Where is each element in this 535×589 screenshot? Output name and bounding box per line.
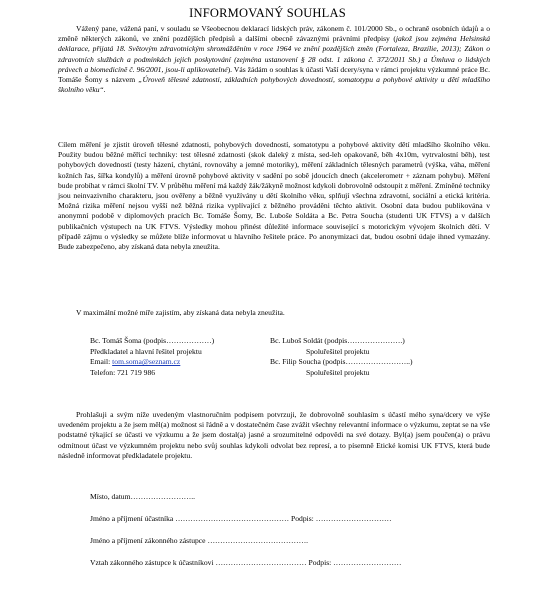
- method-text: Cílem měření je zjistit úroveň tělesné zdatnosti, pohybových dovedností, somatotypu a pohybové aktivity dětí mladšího školního věku. Použity budou běžné měřicí techniky: test tělesné zdatnosti (skok daleký z místa, sed-leh opakovaně, běh 4x10m, vytrvalostní běh), test pohybových dovedností (testy házení, chytání, rovnováhy a jemné motoriky), měření základních tělesných parametrů (výška, váha, měření kožních řas, šířka kondylů) a měření úrovně pohybové aktivity v sadění po sobě jdoucích dnech (akcelerometr + záznam pohybu). Měření bude probíhat v rámci školní TV. V průběhu měření má každý žák/žákyně možnost kdykoli dobrovolně odstoupit z měření. Zmíněné techniky jsou neinvazivního charakteru, jsou ověřeny a běžně využívány u dětí školního věku, splňují všechna zdravotní, sociální a etická kritéria. Možná rizika měření nejsou vyšší než běžná rizika vyplívající z běžného prováděni těchto aktivit. Osobní data budou publikována v anonymní podobě v diplomových pracích Bc. Tomáše Šomy, Bc. Luboše Soldáta a Bc. Petra Soucha (studenti UK FTVS) a v dalších publikačních výstupech na UK FTVS. Výsledky mohou přinést důležité informace související s motorickým vývojem školních dětí. V případě zájmu o výsledky se můžete blíže informovat u hlavního řešitele práce. Po anonymizaci dat, budou osobní údaje ihned vymazány. Bude zabezpečeno, aby získaná data nebyla zneužita.: [58, 140, 490, 252]
- guardian-name-field[interactable]: Jméno a příjmení zákonného zástupce ………………………………….: [90, 536, 309, 545]
- participant-name-signature-field[interactable]: Jméno a příjmení účastníka ……………………………………… Podpis: …………………………: [90, 514, 392, 523]
- project-title: „Úroveň tělesné zdatnosti, základních pohybových dovedností, somatotypu a pohybové aktivity u dětí mladšího školního věku“.: [58, 75, 490, 95]
- intro-legal-references: jakož jsou zejména Helsinská deklarace, přijatá 18. Světovým zdravotnickým shromážděním v roce 1964 ve znění pozdějších změn (Fortaleza, Brazílie, 2013); Zákon o zdravotních službách a podmínkách jejich poskytování (zejména ustanovení § 28 odst. 1 zákona č. 372/2011 Sb.) a Úmluva o lidských právech a biomedicíně č. 96/2001, jsou-li aplikovatelné: [58, 34, 490, 74]
- main-investigator-column: [90, 336, 290, 378]
- intro-text-2: ). Vás žádám o souhlas k účasti Vaší dcery/syna v rámci projektu výzkumné práce Bc. Tomáše Šomy s názvem: [58, 64, 490, 85]
- document-title: INFORMOVANÝ SOUHLAS: [189, 6, 346, 20]
- co-investigators-column: [270, 336, 470, 378]
- data-protection-statement: V maximální možné míře zajistím, aby získaná data nebyla zneužita.: [76, 308, 285, 317]
- co-investigator-2-name: Bc. Filip Soucha (podpis……………………..): [270, 357, 413, 366]
- co-investigator-1-name: Bc. Luboš Soldát (podpis………………….): [270, 336, 405, 345]
- email-label: Email:: [90, 357, 113, 366]
- intro-paragraph: [58, 24, 490, 95]
- co-investigator-2-role: Spoluřešitel projektu: [306, 367, 370, 377]
- place-date-field[interactable]: Místo, datum……………………..: [90, 492, 196, 501]
- consent-declaration: Prohlašuji a svým níže uvedeným vlastnoručním podpisem potvrzuji, že dobrovolně souhlasím s účastí mého syna/dcery ve výše uvedeném projektu a že jsem měl(a) možnost si řádně a v dostatečném čase zvážit všechny relevantní informace o výzkumu, zeptat se na vše podstatné týkající se účasti ve výzkumu a že jsem dostal(a) jasné a srozumitelné odpovědi na své dotazy. Byl(a) jsem poučen(a) o právu odmítnout účast ve výzkumném projektu nebo svůj souhlas kdykoli odvolat bez represí, a to písemně Etické komisi UK FTVS, která bude následně informovat předkladatele projektu.: [58, 410, 490, 460]
- email-line: [90, 357, 290, 368]
- intro-text-1: Vážený pane, vážená paní, v souladu se Všeobecnou deklarací lidských práv, zákonem č. 101/2000 Sb., o ochraně osobních údajů a o změně některých zákonů, ve znění pozdějších předpisů a dalšími obecně závaznými právními předpisy (: [58, 24, 490, 44]
- phone-line: Telefon: 721 719 986: [90, 367, 156, 377]
- guardian-relation-signature-field[interactable]: Vztah zákonného zástupce k účastníkovi ……………………………… Podpis: ………………………: [90, 558, 402, 567]
- main-investigator-role: Předkladatel a hlavní řešitel projektu: [90, 346, 202, 356]
- main-investigator-name: Bc. Tomáš Šoma (podpis………………): [90, 336, 215, 345]
- email-link[interactable]: tom.soma@seznam.cz: [112, 357, 181, 366]
- co-investigator-1-role: Spoluřešitel projektu: [306, 346, 370, 356]
- method-paragraph: [58, 140, 490, 252]
